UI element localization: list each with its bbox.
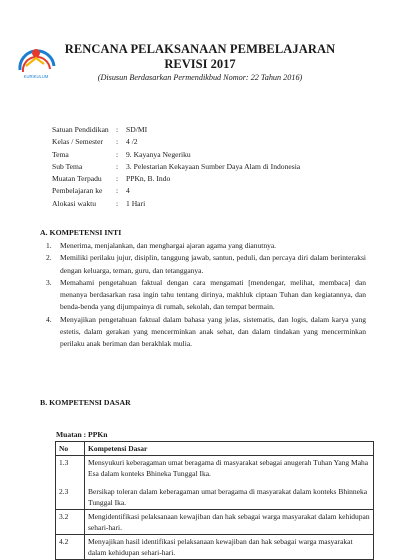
document-title: RENCANA PELAKSANAAN PEMBELAJARAN [64,42,336,56]
list-item: 4. Menyajikan pengetahuan faktual dalam bahasa yang jelas, sistematis, dan logis, dalam karya yang estetis, dalam gerakan yang mencerminkan anak sehat, dan dalam tindakan yang mencerminkan perilaku anak beriman dan berakhlak mulia. [46,314,366,349]
kompetensi-inti-list [46,240,366,351]
column-header-no: No [56,442,85,456]
column-header-kd: Kompetensi Dasar [85,442,374,456]
meta-row: Tema : 9. Kayanya Negeriku [52,149,191,159]
section-heading-kompetensi-inti: A. KOMPETENSI INTI [40,228,122,237]
list-item: 1. Menerima, menjalankan, dan menghargai ajaran agama yang dianutnya. [46,241,277,250]
meta-row: Kelas / Semester : 4 /2 [52,137,138,147]
section-heading-kompetensi-dasar: B. KOMPETENSI DASAR [40,398,131,407]
meta-row: Sub Tema : 3. Pelestarian Kekayaan Sumber Daya Alam di Indonesia [52,161,301,171]
kd-text: Mengidentifikasi pelaksanaan kewajiban dan hak sebagai warga masyarakat dalam kehidupan sehari-hari. [85,510,374,535]
meta-row: Muatan Terpadu : PPKn, B. Indo [52,174,171,184]
document-header [0,42,400,83]
list-item: 3. Memahami pengetahuan faktual dengan cara mengamati [mendengar, melihat, membaca] dan menanya berdasarkan rasa ingin tahu tentang dirinya, makhluk ciptaan Tuhan dan kegiatannya, dan benda-benda yang dijumpainya di rumah, sekolah, dan tempat bermain. [46,277,366,312]
kd-text: Bersikap toleran dalam keberagaman umat beragama di masyarakat dalam konteks Bhinneka Tunggal Ika. [88,487,368,507]
meta-row: Pembelajaran ke : 4 [52,186,130,196]
kd-text: Menyajikan hasil identifikasi pelaksanaan kewajiban dan hak sebagai warga masyarakat dalam kehidupan sehari-hari. [85,535,374,560]
list-item: 2. Memiliki perilaku jujur, disiplin, tanggung jawab, santun, peduli, dan percaya diri dalam berinteraksi dengan keluarga, teman, guru, dan tetangganya. [46,253,366,275]
svg-text:KURIKULUM: KURIKULUM [23,74,49,79]
table-row [56,510,374,535]
table-row [56,456,374,510]
kd-number: 4.2 [56,535,85,560]
identity-block [52,124,300,210]
kd-number: 1.3 [59,458,69,467]
document-subtitle: (Disusun Berdasarkan Permendikbud Nomor: 22 Tahun 2016) [97,73,303,82]
kompetensi-dasar-table [55,441,374,560]
kd-text: Mensyukuri keberagaman umat beragama di masyarakat sebagai anugerah Tuhan Yang Maha Esa dalam konteks Bhineka Tunggal Ika. [88,458,369,478]
kd-number: 3.2 [56,510,85,535]
table-header-row [56,442,374,456]
meta-row: Alokasi waktu : 1 Hari [52,198,146,208]
muatan-label: Muatan : PPKn [56,430,108,439]
document-revision: REVISI 2017 [164,57,236,71]
kd-number: 2.3 [59,487,69,496]
table-row [56,535,374,560]
meta-row: Satuan Pendidikan : SD/MI [52,125,148,134]
